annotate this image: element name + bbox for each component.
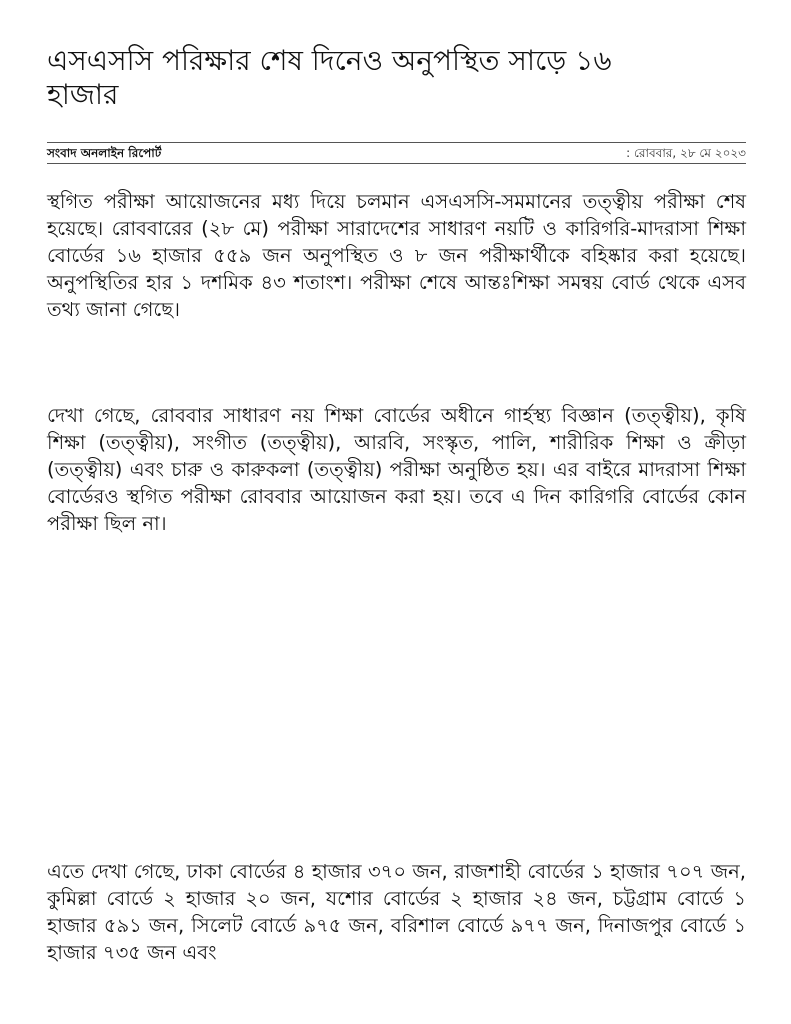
- publish-date: : রোববার, ২৮ মে ২০২৩: [626, 146, 746, 160]
- byline-bar: [47, 142, 746, 164]
- article-paragraph-3: এতে দেখা গেছে, ঢাকা বোর্ডের ৪ হাজার ৩৭০ জন, রাজশাহী বোর্ডের ১ হাজার ৭০৭ জন, কুমিল্লা বোর্ডে ২ হাজার ২০ জন, যশোর বোর্ডের ২ হাজার ২৪ জন, চট্টগ্রাম বোর্ডে ১ হাজার ৫৯১ জন, সিলেট বোর্ডে ৯৭৫ জন, বরিশাল বোর্ডে ৯৭৭ জন, দিনাজপুর বোর্ডে ১ হাজার ৭৩৫ জন এবং: [47, 860, 746, 964]
- article-headline: এসএসসি পরিক্ষার শেষ দিনেও অনুপস্থিত সাড়ে ১৬ হাজার: [47, 44, 612, 111]
- article-paragraph-2: দেখা গেছে, রোববার সাধারণ নয় শিক্ষা বোর্ডের অধীনে গার্হস্থ্য বিজ্ঞান (তত্ত্বীয়), কৃষি শিক্ষা (তত্ত্বীয়), সংগীত (তত্ত্বীয়), আরবি, সংস্কৃত, পালি, শারীরিক শিক্ষা ও ক্রীড়া (তত্ত্বীয়) এবং চারু ও কারুকলা (তত্ত্বীয়) পরীক্ষা অনুষ্ঠিত হয়। এর বাইরে মাদরাসা শিক্ষা বোর্ডেরও স্থগিত পরীক্ষা রোববার আয়োজন করা হয়। তবে এ দিন কারিগরি বোর্ডের কোন পরীক্ষা ছিল না।: [47, 404, 746, 535]
- byline-author: সংবাদ অনলাইন রিপোর্ট: [47, 146, 162, 160]
- article-paragraph-1: স্থগিত পরীক্ষা আয়োজনের মধ্য দিয়ে চলমান এসএসসি-সমমানের তত্ত্বীয় পরীক্ষা শেষ হয়েছে। রোববারের (২৮ মে) পরীক্ষা সারাদেশের সাধারণ নয়টি ও কারিগরি-মাদরাসা শিক্ষা বোর্ডের ১৬ হাজার ৫৫৯ জন অনুপস্থিত ও ৮ জন পরীক্ষার্থীকে বহিষ্কার করা হয়েছে। অনুপস্থিতির হার ১ দশমিক ৪৩ শতাংশ। পরীক্ষা শেষে আন্তঃশিক্ষা সমন্বয় বোর্ড থেকে এসব তথ্য জানা গেছে।: [47, 190, 746, 321]
